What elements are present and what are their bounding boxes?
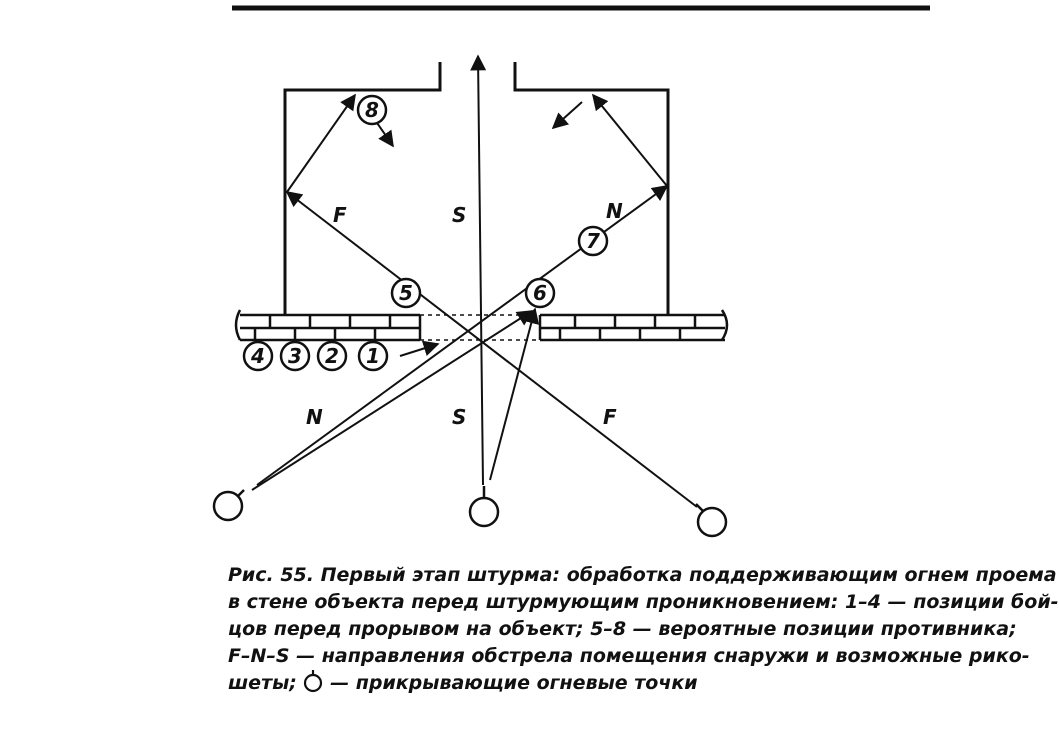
firing-point-right-icon xyxy=(696,504,726,536)
position-2 xyxy=(318,342,346,370)
position-5 xyxy=(392,279,420,307)
entry-arrow xyxy=(400,344,438,356)
position-1 xyxy=(359,342,387,370)
fire-line-n xyxy=(257,186,667,485)
position-8-label: 8 xyxy=(365,98,379,122)
position-8 xyxy=(358,96,386,124)
ricochet-left xyxy=(287,95,355,192)
label-n-upper: N xyxy=(606,199,623,223)
position-7 xyxy=(579,227,607,255)
position-6-label: 6 xyxy=(533,281,547,305)
wall-opening xyxy=(420,315,540,340)
ricochet-right xyxy=(593,95,667,186)
position-1-label: 1 xyxy=(366,344,380,368)
position-6 xyxy=(526,279,554,307)
label-s-upper: S xyxy=(452,203,467,227)
caption-line-1: Рис. 55. Первый этап штурма: обработка поддерживающим огнем проема xyxy=(228,564,1057,586)
position-4 xyxy=(244,342,272,370)
label-f-upper: F xyxy=(333,203,347,227)
figure-caption xyxy=(228,562,1059,697)
position-3-label: 3 xyxy=(288,344,302,368)
ricochet-arrow-right xyxy=(553,102,582,128)
label-s-lower: S xyxy=(452,405,467,429)
caption-line-5-start: шеты; xyxy=(228,672,297,694)
caption-line-5 xyxy=(228,670,928,697)
firing-point-left-icon xyxy=(214,490,244,520)
label-n-lower: N xyxy=(306,405,323,429)
wall-left xyxy=(236,310,420,340)
firing-point-legend-icon xyxy=(303,670,323,692)
wall-right xyxy=(540,310,727,340)
position-5-label: 5 xyxy=(399,281,413,305)
fire-line-s xyxy=(478,56,483,485)
position-7-label: 7 xyxy=(586,229,600,253)
position-3 xyxy=(281,342,309,370)
caption-line-2: в стене объекта перед штурмующим проникновением: 1–4 — позиции бой- xyxy=(228,591,1059,613)
firing-point-center-icon xyxy=(470,486,498,526)
caption-line-4: F–N–S — направления обстрела помещения снаружи и возможные рико- xyxy=(228,645,1030,667)
position-4-label: 4 xyxy=(251,344,265,368)
caption-line-3: цов перед прорывом на объект; 5–8 — вероятные позиции противника; xyxy=(228,618,1017,640)
position-2-label: 2 xyxy=(325,344,339,368)
label-f-lower: F xyxy=(603,405,617,429)
room-outline xyxy=(285,62,668,315)
caption-line-5-end: — прикрывающие огневые точки xyxy=(330,672,698,694)
fire-line-f xyxy=(287,192,697,507)
